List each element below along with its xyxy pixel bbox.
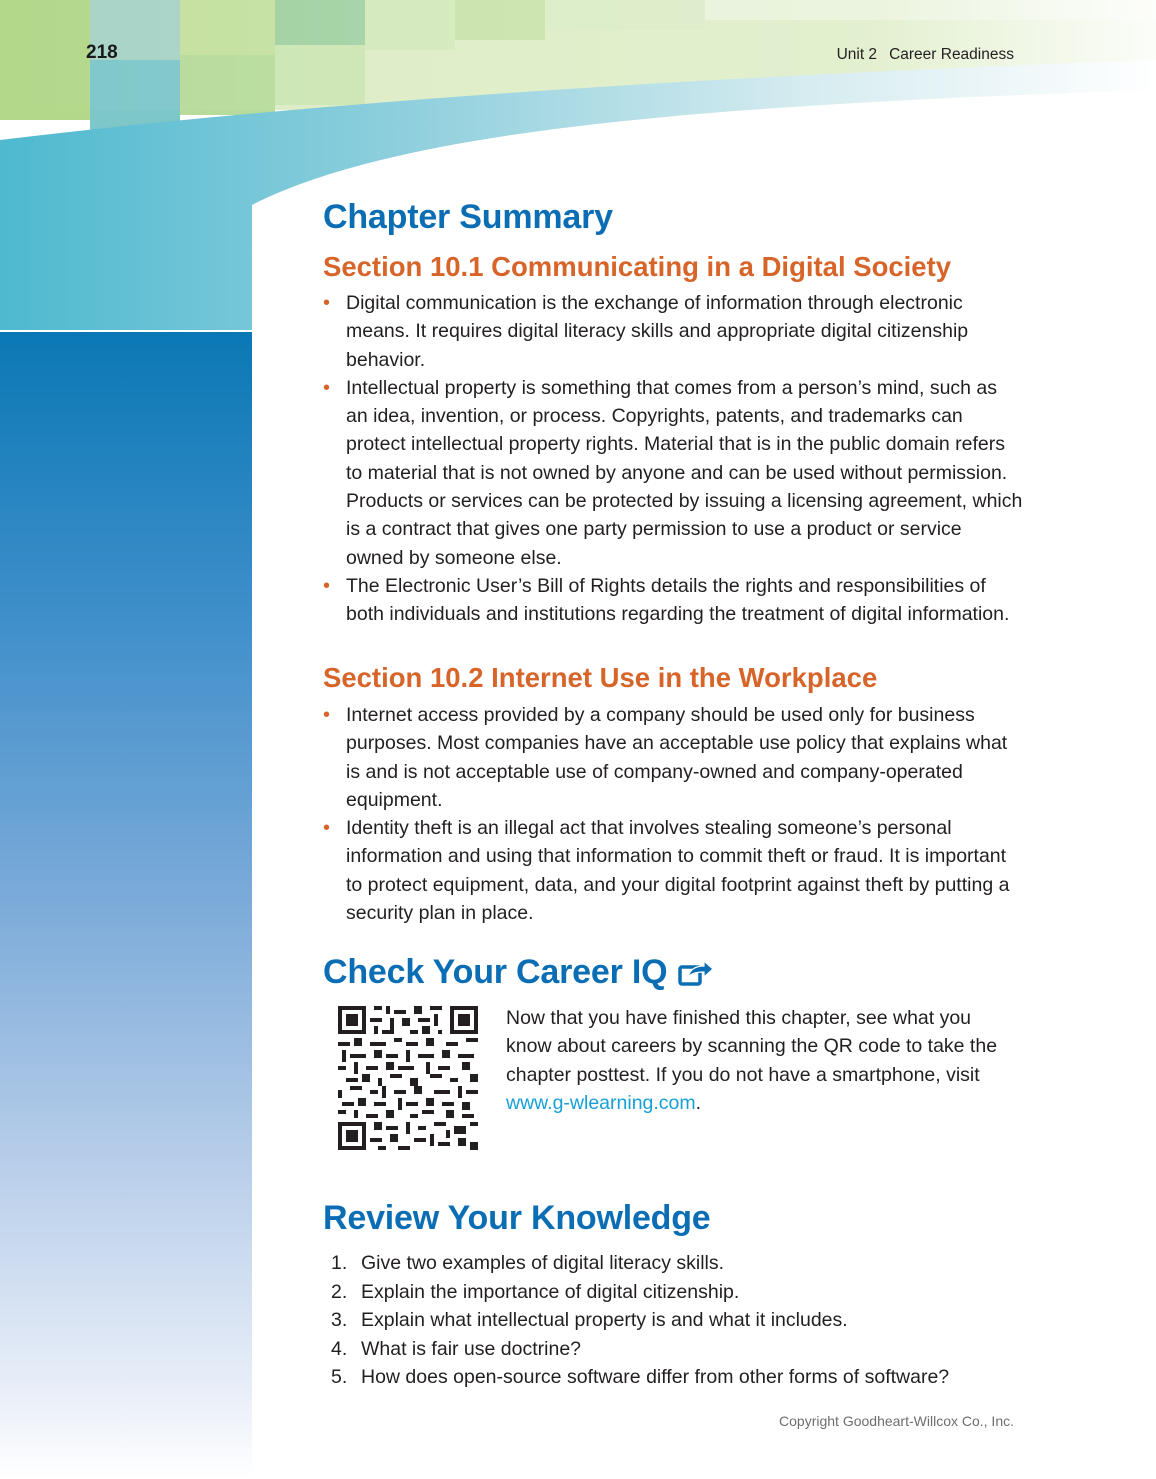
list-item bbox=[331, 1335, 1031, 1364]
list-item bbox=[331, 1306, 1031, 1335]
website-link[interactable]: www.g-wlearning.com bbox=[506, 1091, 696, 1114]
review-questions bbox=[331, 1249, 1031, 1392]
question-number: 2. bbox=[331, 1280, 348, 1303]
question-text: Give two examples of digital literacy skills. bbox=[361, 1252, 725, 1274]
question-number: 3. bbox=[331, 1309, 348, 1332]
career-iq-title: Check Your Career IQ bbox=[323, 953, 668, 991]
bullet-text: Intellectual property is something that comes from a person’s mind, such as an idea, invention, or process. Copyrights, patents, and trademarks can protect intellectual property rights. Material that is in the public domain refers to material that is not owned by anyone and can be used without permission. Products or services can be protected by issuing a licensing agreement, which is a contract that gives one party permission to use a product or service owned by someone else. bbox=[346, 376, 1023, 569]
chapter-summary-heading: Chapter Summary bbox=[323, 198, 613, 236]
career-iq-text bbox=[506, 1004, 1011, 1117]
question-text: Explain what intellectual property is and what it includes. bbox=[361, 1309, 848, 1332]
question-text: Explain the importance of digital citizenship. bbox=[361, 1280, 740, 1303]
list-item bbox=[331, 1278, 1031, 1307]
list-item bbox=[331, 1249, 1031, 1278]
list-item: • Digital communication is the exchange of information through electronic means. It requires digital literacy skills and appropriate digital citizenship behavior. bbox=[323, 292, 969, 371]
bullet-text: Digital communication is the exchange of information through electronic means. It requires digital literacy skills and appropriate digital citizenship behavior. bbox=[346, 292, 969, 371]
career-iq-text-end: . bbox=[695, 1091, 702, 1114]
unit-label: Unit 2 bbox=[836, 46, 878, 63]
unit-title: Career Readiness bbox=[889, 46, 1014, 63]
bullet-text: The Electronic User’s Bill of Rights details the rights and responsibilities of both individuals and institutions regarding the treatment of digital information. bbox=[346, 574, 1010, 626]
running-head bbox=[837, 46, 1014, 64]
page-number: 218 bbox=[86, 42, 118, 63]
list-item bbox=[331, 1363, 1031, 1392]
list-item: • The Electronic User’s Bill of Rights details the rights and responsibilities of both individuals and institutions regarding the treatment of digital information. bbox=[323, 574, 1010, 626]
list-item: • Identity theft is an illegal act that involves stealing someone’s personal information and using that information to commit theft or fraud. It is important to protect equipment, data, and your digital footprint against theft by putting a security plan in place. bbox=[323, 817, 1010, 925]
career-iq-heading bbox=[323, 953, 715, 992]
list-item: • Intellectual property is something that comes from a person’s mind, such as an idea, invention, or process. Copyrights, patents, and trademarks can protect intellectual property rights. Material that is in the public domain refers to material that is not owned by anyone and can be used without permission. Products or services can be protected by issuing a licensing agreement, which is a contract that gives one party permission to use a product or service owned by someone else. bbox=[323, 376, 1023, 569]
qr-code[interactable] bbox=[338, 1006, 478, 1150]
section-10-1-bullets bbox=[323, 289, 1023, 629]
question-text: What is fair use doctrine? bbox=[361, 1337, 582, 1360]
question-text: How does open-source software differ from other forms of software? bbox=[361, 1366, 950, 1389]
section-10-1-heading: Section 10.1 Communicating in a Digital Society bbox=[323, 251, 952, 282]
section-10-2-heading: Section 10.2 Internet Use in the Workplace bbox=[323, 662, 878, 693]
review-heading: Review Your Knowledge bbox=[323, 1199, 711, 1237]
section-10-2-bullets bbox=[323, 701, 1023, 927]
bullet-text: Internet access provided by a company should be used only for business purposes. Most companies have an acceptable use policy that explains what is and is not acceptable use of company-owned and company-operated equipment. bbox=[346, 704, 1008, 811]
question-number: 4. bbox=[331, 1337, 348, 1360]
external-link-icon[interactable] bbox=[677, 958, 715, 988]
career-iq-text-body: Now that you have finished this chapter, see what you know about careers by scanning the QR code to take the chapter posttest. If you do not have a smartphone, visit bbox=[506, 1007, 998, 1086]
question-number: 1. bbox=[331, 1252, 348, 1274]
question-number: 5. bbox=[331, 1366, 348, 1389]
copyright-notice: Copyright Goodheart-Willcox Co., Inc. bbox=[779, 1413, 1014, 1429]
list-item: • Internet access provided by a company should be used only for business purposes. Most companies have an acceptable use policy that explains what is and is not acceptable use of company-owned and company-operated equipment. bbox=[323, 704, 1008, 811]
sidebar-gradient bbox=[0, 330, 252, 1479]
bullet-text: Identity theft is an illegal act that involves stealing someone’s personal information and using that information to commit theft or fraud. It is important to protect equipment, data, and your digital footprint against theft by putting a security plan in place. bbox=[346, 817, 1010, 925]
